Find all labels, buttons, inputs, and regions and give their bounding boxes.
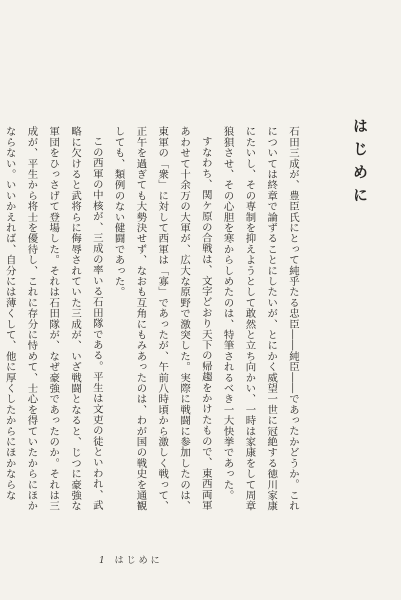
paragraph: この西軍の中核が、三成の率いる石田隊である。平生は文吏の徒といわれ、武略に欠けると武将らに侮辱されていた三成が、いざ戦闘となると、じつに豪強な軍団をひっさげて登場した。それは石田隊が、なぜ豪強であったのか。それは三成が、平生から将士を優待し、これに存分に恃めて、士心を得ていたからにほかならない。いいかえれば、自分には薄くして、他に厚くしたからにほかならな xyxy=(3,126,103,512)
paragraph: 石田三成が、豊臣氏にとって純乎たる忠臣――純臣――であったかどうか。これについては終章で論ずることにしたいが、とにかく威望一世に冠絶する徳川家康にたいし、その専制を抑えようとして敢然と立ち向かい、一時は家康をして周章狼狽させ、その心胆を寒からしめたのは、特筆されるべき一大快挙であった。 xyxy=(221,126,299,512)
body-text xyxy=(3,126,303,518)
running-title: はじめに xyxy=(114,556,163,566)
paragraph: すなわち、関ケ原の合戦は、文字どおり天下の帰趨をかけたもので、東西両軍あわせて十余万の大軍が、広大な原野で激突した。実際に戦闘に参加したのは、東軍の「衆」に対して西軍は「寡」であったが、午前八時頃から激しく戦って、正午を過ぎても大勢決せず、なおも互角にもみあったのは、わが国の戦史を通観しても、類例のない健闘であった。 xyxy=(112,126,212,512)
page-title: はじめに xyxy=(351,118,369,210)
page-number: 1 xyxy=(99,556,105,566)
page-footer xyxy=(99,553,163,566)
